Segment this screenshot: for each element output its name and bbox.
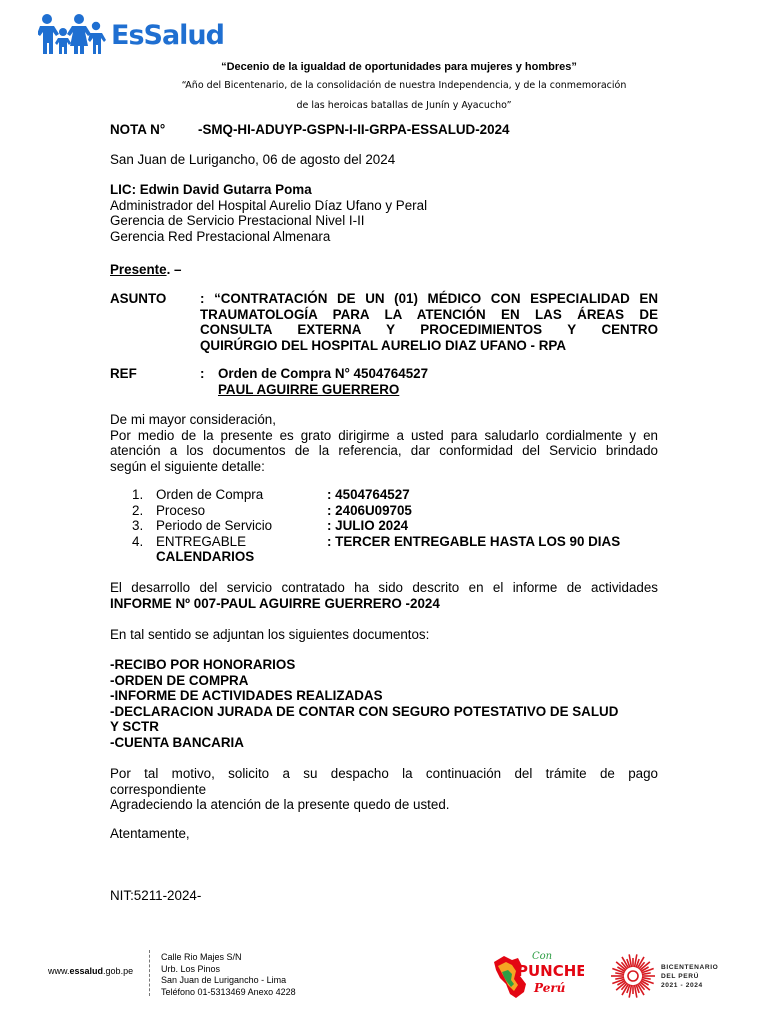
address-line-3: San Juan de Lurigancho - Lima [161, 975, 287, 986]
greeting-paragraph [110, 412, 658, 474]
list-item [110, 518, 670, 534]
recipient-role-1: Administrador del Hospital Aurelio Díaz Ufano y Peral [110, 197, 428, 213]
list-item-continuation-text: CALENDARIOS [156, 549, 255, 564]
list-item-number: 3. [132, 518, 144, 533]
development-line-1: El desarrollo del servicio contratado ha sido descrito en el informe de actividades [110, 580, 658, 595]
attachment-item: -CUENTA BANCARIA [110, 734, 244, 750]
peru-map-icon [488, 944, 584, 1004]
attachment-item: -ORDEN DE COMPRA [110, 672, 249, 688]
recipient-role-3: Gerencia Red Prestacional Almenara [110, 228, 331, 244]
nit-number: NIT:5211-2024- [110, 888, 202, 903]
website-domain: essalud [69, 966, 104, 976]
bicentenario-line-1: BICENTENARIO [661, 964, 719, 971]
list-item-value: : TERCER ENTREGABLE HASTA LOS 90 DIAS [327, 533, 621, 549]
family-icon [38, 12, 113, 56]
punche-text-main: PUNCHE [517, 962, 584, 980]
footer-divider [149, 950, 150, 996]
list-item-number: 2. [132, 502, 144, 518]
attachment-item: -DECLARACION JURADA DE CONTAR CON SEGURO POTESTATIVO DE SALUD [110, 703, 619, 719]
address-line-1: Calle Rio Majes S/N [161, 952, 242, 962]
list-item-continuation [110, 549, 670, 565]
website-prefix: www. [48, 966, 70, 976]
list-item [110, 534, 670, 550]
essalud-logo [38, 12, 223, 58]
sign-off: Atentamente, [110, 826, 190, 841]
anio-line-1: “Año del Bicentenario, de la consolidación de nuestra Independencia, y de la conmemoración [181, 80, 627, 91]
development-paragraph [110, 580, 658, 611]
list-item-number: 4. [132, 533, 144, 549]
asunto-line-2: TRAUMATOLOGÍA PARA LA ATENCIÓN EN LAS ÁREAS DE [200, 306, 658, 322]
closing-line-1: Por tal motivo, solicito a su despacho la continuación del trámite de pago [110, 766, 658, 781]
place-date: San Juan de Lurigancho, 06 de agosto del 2024 [110, 152, 396, 167]
bicentenario-years: 2021 - 2024 [661, 982, 703, 989]
asunto-line-3: CONSULTA EXTERNA Y PROCEDIMIENTOS Y CENTRO [200, 322, 658, 337]
address-phone: Teléfono 01-5313469 Anexo 4228 [161, 987, 296, 998]
attachment-item: -RECIBO POR HONORARIOS [110, 657, 296, 672]
ref-contractor-name: PAUL AGUIRRE GUERRERO [218, 382, 400, 397]
greeting-line-4: según el siguiente detalle: [110, 458, 265, 474]
greeting-line-2: Por medio de la presente es grato dirigirme a usted para saludarlo cordialmente y en [110, 427, 658, 443]
nota-label: NOTA N° [110, 122, 166, 137]
anio-line-2: de las heroicas batallas de Junín y Ayacucho” [296, 100, 512, 111]
footer-address [161, 952, 296, 999]
presente [110, 262, 181, 278]
closing-paragraph [110, 766, 658, 813]
presente-label: Presente [110, 262, 167, 277]
report-reference: INFORME Nº 007-PAUL AGUIRRE GUERRERO -2024 [110, 595, 440, 611]
list-item-label: Orden de Compra [156, 487, 264, 502]
bicentenario-emblem [610, 953, 656, 999]
attachment-item-continuation: Y SCTR [110, 719, 159, 734]
list-item-value: : 2406U09705 [327, 502, 412, 518]
asunto-line-1: : “CONTRATACIÓN DE UN (01) MÉDICO CON ESPECIALIDAD EN [200, 291, 658, 306]
recipient-name: LIC: Edwin David Gutarra Poma [110, 182, 312, 197]
list-item-label: ENTREGABLE [156, 533, 247, 549]
asunto-line-4: QUIRÚRGIO DEL HOSPITAL AURELIO DIAZ UFANO - RPA [200, 337, 567, 353]
ref-purchase-order: Orden de Compra N° 4504764527 [218, 366, 429, 381]
sunburst-center [628, 971, 638, 981]
list-item [110, 503, 670, 519]
ref-label: REF [110, 366, 137, 381]
recipient-role-2: Gerencia de Servicio Prestacional Nivel I-II [110, 213, 365, 228]
attachments-list [110, 657, 658, 750]
detail-list [110, 487, 670, 565]
logo-text: EsSalud [111, 20, 224, 51]
bicentenario-line-2: DEL PERÚ [661, 973, 700, 980]
list-item-label: Periodo de Servicio [156, 518, 273, 533]
website-suffix: .gob.pe [103, 966, 134, 976]
asunto-text [200, 291, 658, 353]
punche-text-peru: Perú [534, 981, 566, 995]
con-punche-peru-logo [488, 944, 584, 1004]
list-item-value: : JULIO 2024 [327, 518, 409, 533]
nota-code: -SMQ-HI-ADUYP-GSPN-I-II-GRPA-ESSALUD-2024 [198, 122, 510, 137]
greeting-line-1: De mi mayor consideración, [110, 412, 276, 427]
bicentenario-text [661, 963, 718, 990]
punche-text-con: Con [532, 951, 553, 962]
presente-suffix: . – [166, 262, 182, 277]
list-item-number: 1. [132, 487, 144, 502]
anio-motto [0, 76, 768, 116]
recipient-block [110, 182, 427, 244]
attachment-item: -INFORME DE ACTIVIDADES REALIZADAS [110, 688, 383, 703]
sunburst-icon [610, 953, 656, 999]
ref-colon: : [200, 366, 205, 381]
website-link[interactable] [48, 966, 133, 976]
list-item [110, 487, 670, 503]
decenio-motto: “Decenio de la igualdad de oportunidades para mujeres y hombres” [221, 61, 577, 73]
list-item-value: : 4504764527 [327, 487, 410, 502]
address-line-2: Urb. Los Pinos [161, 963, 221, 974]
greeting-line-3: atención a los documentos de la referencia, dar conformidad del Servicio brindado [110, 443, 658, 458]
closing-line-2: correspondiente [110, 781, 207, 797]
list-item-label: Proceso [156, 502, 206, 518]
closing-line-3: Agradeciendo la atención de la presente quedo de usted. [110, 797, 450, 812]
attachments-intro: En tal sentido se adjuntan los siguientes documentos: [110, 627, 430, 642]
asunto-label: ASUNTO [110, 291, 167, 306]
